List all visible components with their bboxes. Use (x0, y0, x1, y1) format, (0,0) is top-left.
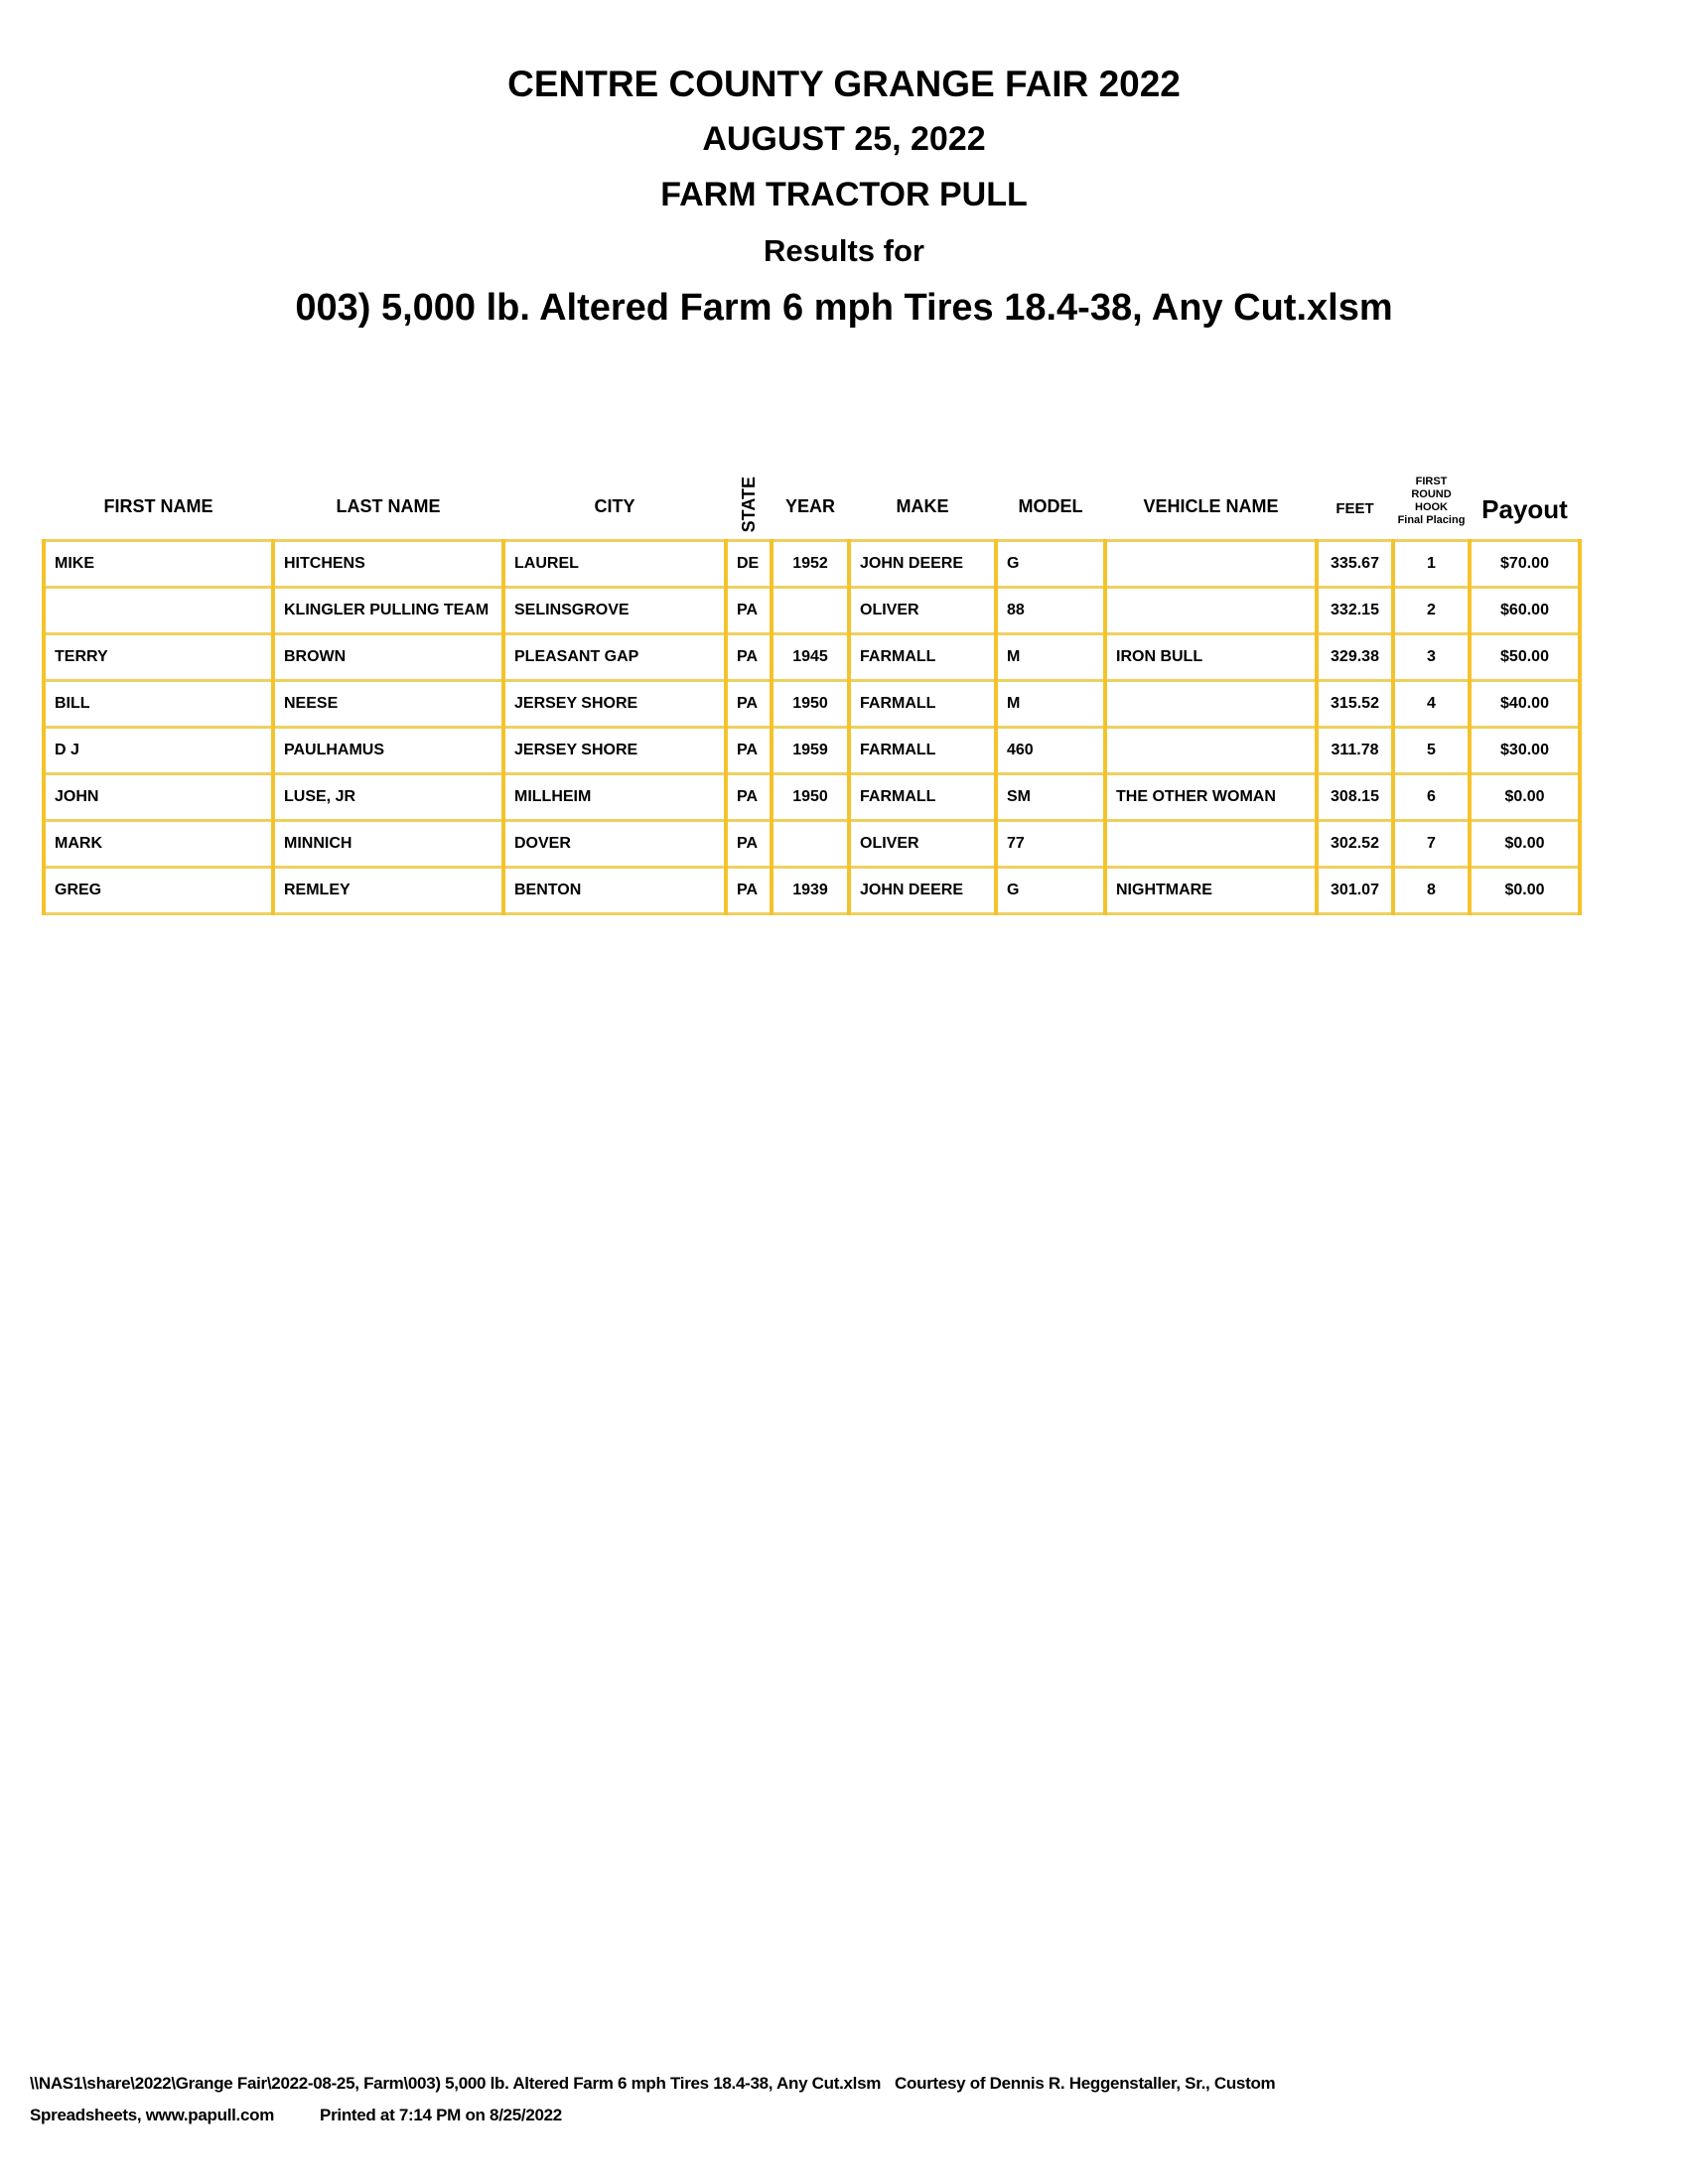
col-header-hook (1393, 438, 1470, 541)
cell-year: 1950 (772, 774, 849, 821)
cell-state: PA (726, 634, 772, 681)
cell-hook-placing: 7 (1393, 821, 1470, 868)
cell-make: OLIVER (849, 588, 996, 634)
cell-feet: 335.67 (1317, 541, 1393, 588)
cell-last-name: HITCHENS (273, 541, 503, 588)
cell-vehicle-name: THE OTHER WOMAN (1105, 774, 1317, 821)
table-row (44, 634, 1580, 681)
col-header-year: YEAR (784, 496, 835, 516)
cell-first-name: MIKE (44, 541, 273, 588)
cell-make: FARMALL (849, 681, 996, 728)
cell-first-name: JOHN (44, 774, 273, 821)
cell-payout: $0.00 (1470, 774, 1580, 821)
table-row (44, 868, 1580, 914)
col-header-payout: Payout (1481, 494, 1568, 524)
cell-last-name: BROWN (273, 634, 503, 681)
cell-city: MILLHEIM (503, 774, 726, 821)
table-row (44, 728, 1580, 774)
cell-year: 1945 (772, 634, 849, 681)
cell-state: PA (726, 821, 772, 868)
col-header-vehicle-name: VEHICLE NAME (1143, 496, 1279, 516)
cell-payout: $50.00 (1470, 634, 1580, 681)
footer-line2 (30, 2100, 1658, 2131)
table-row (44, 821, 1580, 868)
class-filename: 003) 5,000 lb. Altered Farm 6 mph Tires 18.4-38, Any Cut.xlsm (295, 287, 1393, 329)
cell-city: BENTON (503, 868, 726, 914)
table-row (44, 588, 1580, 634)
cell-make: OLIVER (849, 821, 996, 868)
cell-hook-placing: 8 (1393, 868, 1470, 914)
cell-year: 1939 (772, 868, 849, 914)
cell-vehicle-name: IRON BULL (1105, 634, 1317, 681)
state-vertical-label: STATE (739, 476, 759, 532)
results-table-container (42, 438, 1582, 915)
cell-last-name: MINNICH (273, 821, 503, 868)
table-body (44, 541, 1580, 914)
cell-first-name: MARK (44, 821, 273, 868)
footer-file-path: \\NAS1\share\2022\Grange Fair\2022-08-25, Farm\003) 5,000 lb. Altered Farm 6 mph Tires 18.4-38, Any Cut.xlsm (30, 2074, 882, 2093)
footer-printed-timestamp: Printed at 7:14 PM on 8/25/2022 (320, 2106, 562, 2124)
event-date: AUGUST 25, 2022 (702, 120, 986, 158)
cell-hook-placing: 5 (1393, 728, 1470, 774)
cell-model: 77 (996, 821, 1105, 868)
cell-last-name: REMLEY (273, 868, 503, 914)
cell-model: 88 (996, 588, 1105, 634)
cell-city: PLEASANT GAP (503, 634, 726, 681)
cell-feet: 332.15 (1317, 588, 1393, 634)
cell-vehicle-name: NIGHTMARE (1105, 868, 1317, 914)
cell-payout: $70.00 (1470, 541, 1580, 588)
cell-last-name: NEESE (273, 681, 503, 728)
cell-first-name (44, 588, 273, 634)
cell-year: 1952 (772, 541, 849, 588)
cell-model: M (996, 634, 1105, 681)
cell-make: JOHN DEERE (849, 541, 996, 588)
footer-courtesy-wrap: Spreadsheets, www.papull.com (30, 2106, 275, 2124)
cell-first-name: TERRY (44, 634, 273, 681)
cell-vehicle-name (1105, 588, 1317, 634)
cell-model: G (996, 541, 1105, 588)
cell-feet: 311.78 (1317, 728, 1393, 774)
header-row (44, 438, 1580, 541)
hook-header-line1: FIRST ROUND (1411, 476, 1452, 500)
cell-state: PA (726, 868, 772, 914)
hook-header-line3: Final Placing (1397, 514, 1466, 526)
col-header-feet: FEET (1336, 500, 1374, 517)
cell-feet: 308.15 (1317, 774, 1393, 821)
cell-year (772, 588, 849, 634)
cell-hook-placing: 6 (1393, 774, 1470, 821)
cell-make: FARMALL (849, 634, 996, 681)
cell-city: JERSEY SHORE (503, 681, 726, 728)
results-for-label: Results for (764, 233, 924, 268)
col-header-model: MODEL (1018, 496, 1083, 516)
cell-city: SELINSGROVE (503, 588, 726, 634)
cell-payout: $30.00 (1470, 728, 1580, 774)
cell-payout: $0.00 (1470, 821, 1580, 868)
col-header-city: CITY (594, 496, 635, 516)
cell-first-name: D J (44, 728, 273, 774)
cell-year: 1959 (772, 728, 849, 774)
cell-state: PA (726, 681, 772, 728)
cell-payout: $40.00 (1470, 681, 1580, 728)
results-table (42, 438, 1582, 915)
cell-vehicle-name (1105, 821, 1317, 868)
cell-make: JOHN DEERE (849, 868, 996, 914)
cell-state: PA (726, 774, 772, 821)
col-header-make: MAKE (896, 496, 949, 516)
cell-payout: $60.00 (1470, 588, 1580, 634)
cell-make: FARMALL (849, 774, 996, 821)
cell-vehicle-name (1105, 681, 1317, 728)
cell-city: LAUREL (503, 541, 726, 588)
cell-vehicle-name (1105, 541, 1317, 588)
cell-city: DOVER (503, 821, 726, 868)
cell-first-name: BILL (44, 681, 273, 728)
col-header-last-name: LAST NAME (336, 496, 441, 516)
hook-header-line2: HOOK (1415, 501, 1448, 513)
cell-payout: $0.00 (1470, 868, 1580, 914)
page-title: CENTRE COUNTY GRANGE FAIR 2022 (507, 64, 1181, 104)
cell-state: DE (726, 541, 772, 588)
col-header-first-name: FIRST NAME (103, 496, 213, 516)
col-header-state (726, 438, 772, 541)
cell-make: FARMALL (849, 728, 996, 774)
cell-year (772, 821, 849, 868)
cell-first-name: GREG (44, 868, 273, 914)
cell-hook-placing: 3 (1393, 634, 1470, 681)
footer-line1 (30, 2068, 1658, 2100)
table-row (44, 681, 1580, 728)
table-row (44, 541, 1580, 588)
cell-year: 1950 (772, 681, 849, 728)
cell-state: PA (726, 728, 772, 774)
report-footer (30, 2068, 1658, 2131)
cell-last-name: PAULHAMUS (273, 728, 503, 774)
cell-hook-placing: 1 (1393, 541, 1470, 588)
cell-model: G (996, 868, 1105, 914)
cell-feet: 329.38 (1317, 634, 1393, 681)
cell-model: SM (996, 774, 1105, 821)
cell-city: JERSEY SHORE (503, 728, 726, 774)
cell-last-name: LUSE, JR (273, 774, 503, 821)
cell-model: M (996, 681, 1105, 728)
cell-hook-placing: 4 (1393, 681, 1470, 728)
cell-last-name: KLINGLER PULLING TEAM (273, 588, 503, 634)
cell-feet: 315.52 (1317, 681, 1393, 728)
cell-vehicle-name (1105, 728, 1317, 774)
cell-state: PA (726, 588, 772, 634)
footer-courtesy-text: Courtesy of Dennis R. Heggenstaller, Sr., Custom (895, 2074, 1276, 2093)
table-header (44, 438, 1580, 541)
cell-feet: 302.52 (1317, 821, 1393, 868)
event-name: FARM TRACTOR PULL (660, 176, 1028, 213)
cell-model: 460 (996, 728, 1105, 774)
cell-feet: 301.07 (1317, 868, 1393, 914)
cell-hook-placing: 2 (1393, 588, 1470, 634)
table-row (44, 774, 1580, 821)
